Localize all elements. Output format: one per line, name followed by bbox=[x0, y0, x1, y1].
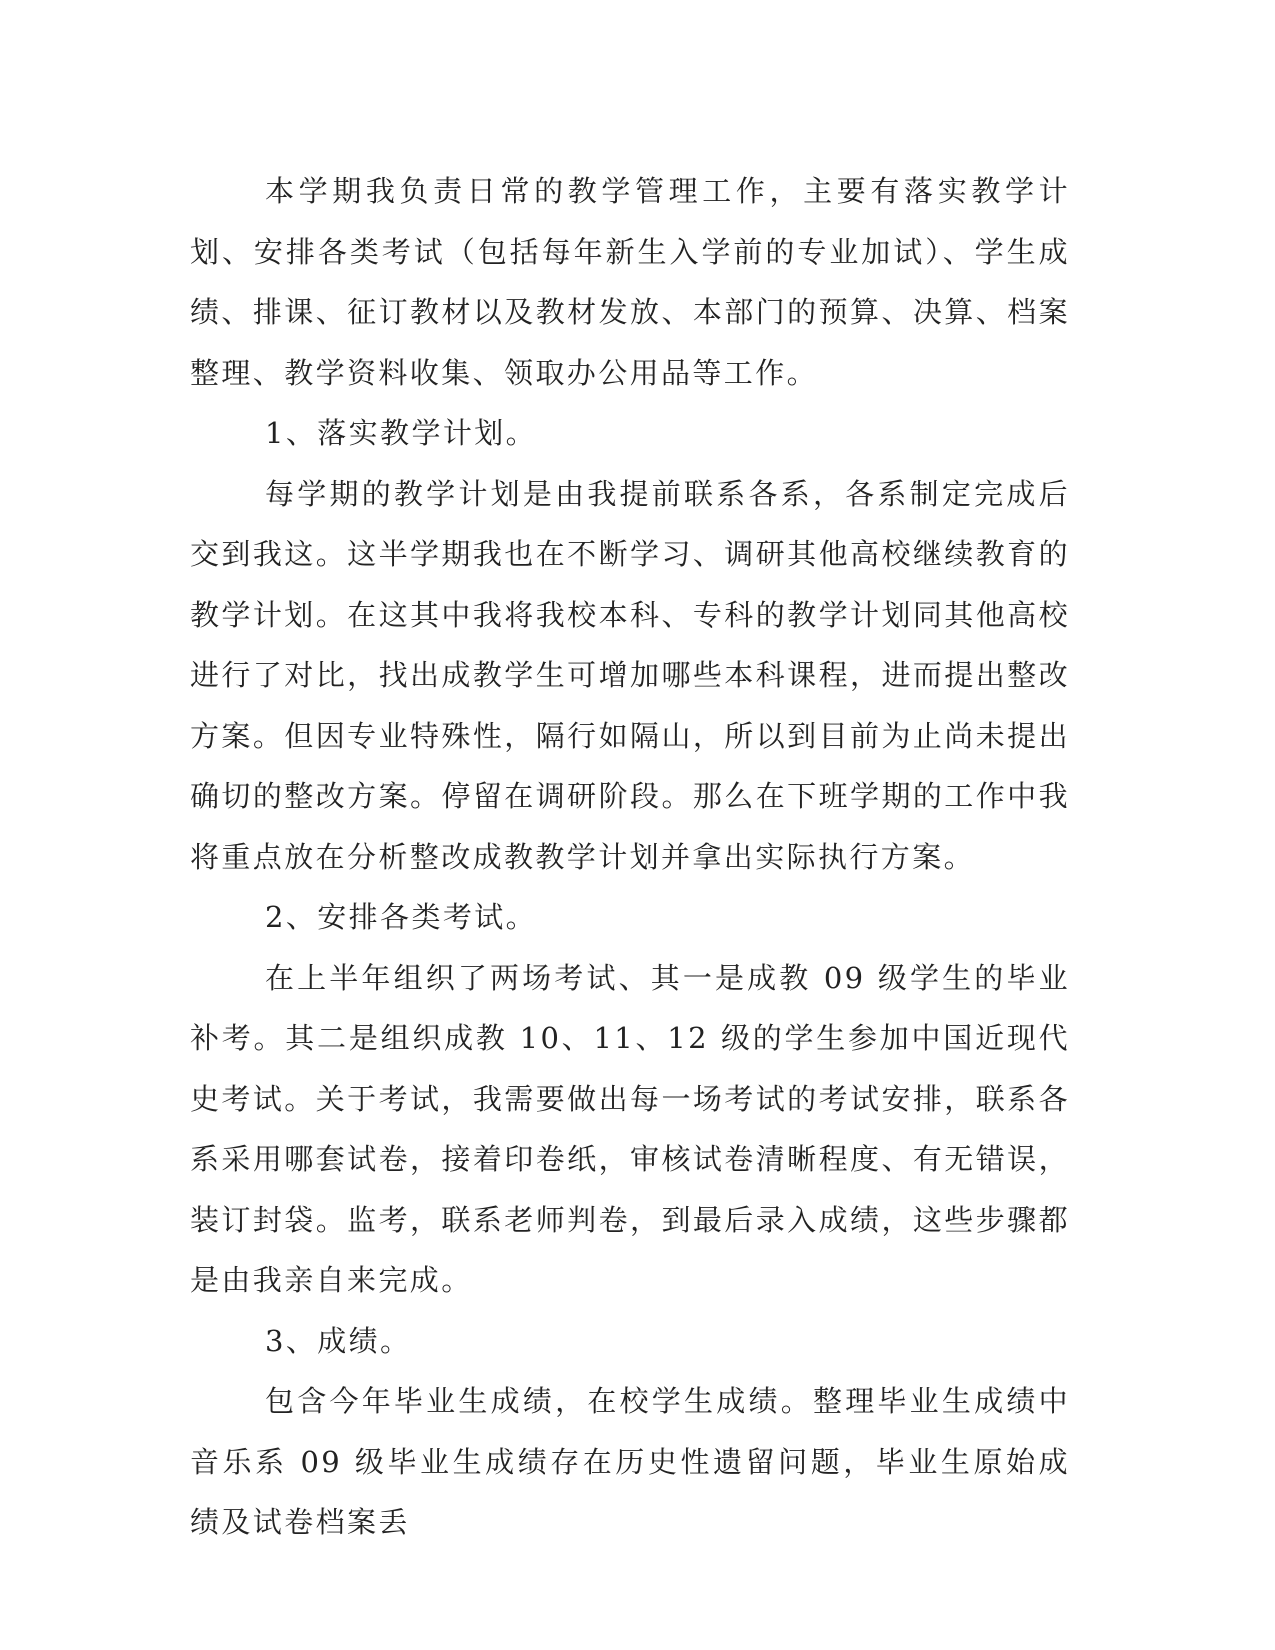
document-body bbox=[190, 161, 1070, 1553]
section-heading-grades: 3、成绩。 bbox=[265, 1323, 412, 1358]
paragraph-exams: 在上半年组织了两场考试、其一是成教 09 级学生的毕业补考。其二是组织成教 10、11、12 级的学生参加中国近现代史考试。关于考试，我需要做出每一场考试的考试安排，联系各系采用哪套试卷，接着印卷纸，审核试卷清晰程度、有无错误，装订封袋。监考，联系老师判卷，到最后录入成绩，这些步骤都是由我亲自来完成。 bbox=[190, 960, 1070, 1297]
paragraph-intro: 本学期我负责日常的教学管理工作，主要有落实教学计划、安排各类考试（包括每年新生入学前的专业加试）、学生成绩、排课、征订教材以及教材发放、本部门的预算、决算、档案整理、教学资料收集、领取办公用品等工作。 bbox=[190, 174, 1070, 390]
section-heading-exams: 2、安排各类考试。 bbox=[265, 900, 538, 934]
section-heading-teaching-plan: 1、落实教学计划。 bbox=[265, 416, 538, 450]
paragraph-teaching-plan: 每学期的教学计划是由我提前联系各系，各系制定完成后交到我这。这半学期我也在不断学习、调研其他高校继续教育的教学计划。在这其中我将我校本科、专科的教学计划同其他高校进行了对比，找出成教学生可增加哪些本科课程，进而提出整改方案。但因专业特殊性，隔行如隔山，所以到目前为止尚未提出确切的整改方案。停留在调研阶段。那么在下班学期的工作中我将重点放在分析整改成教教学计划并拿出实际执行方案。 bbox=[190, 476, 1070, 874]
paragraph-grades: 包含今年毕业生成绩，在校学生成绩。整理毕业生成绩中音乐系 09 级毕业生成绩存在历史性遗留问题，毕业生原始成绩及试卷档案丢 bbox=[190, 1384, 1070, 1539]
